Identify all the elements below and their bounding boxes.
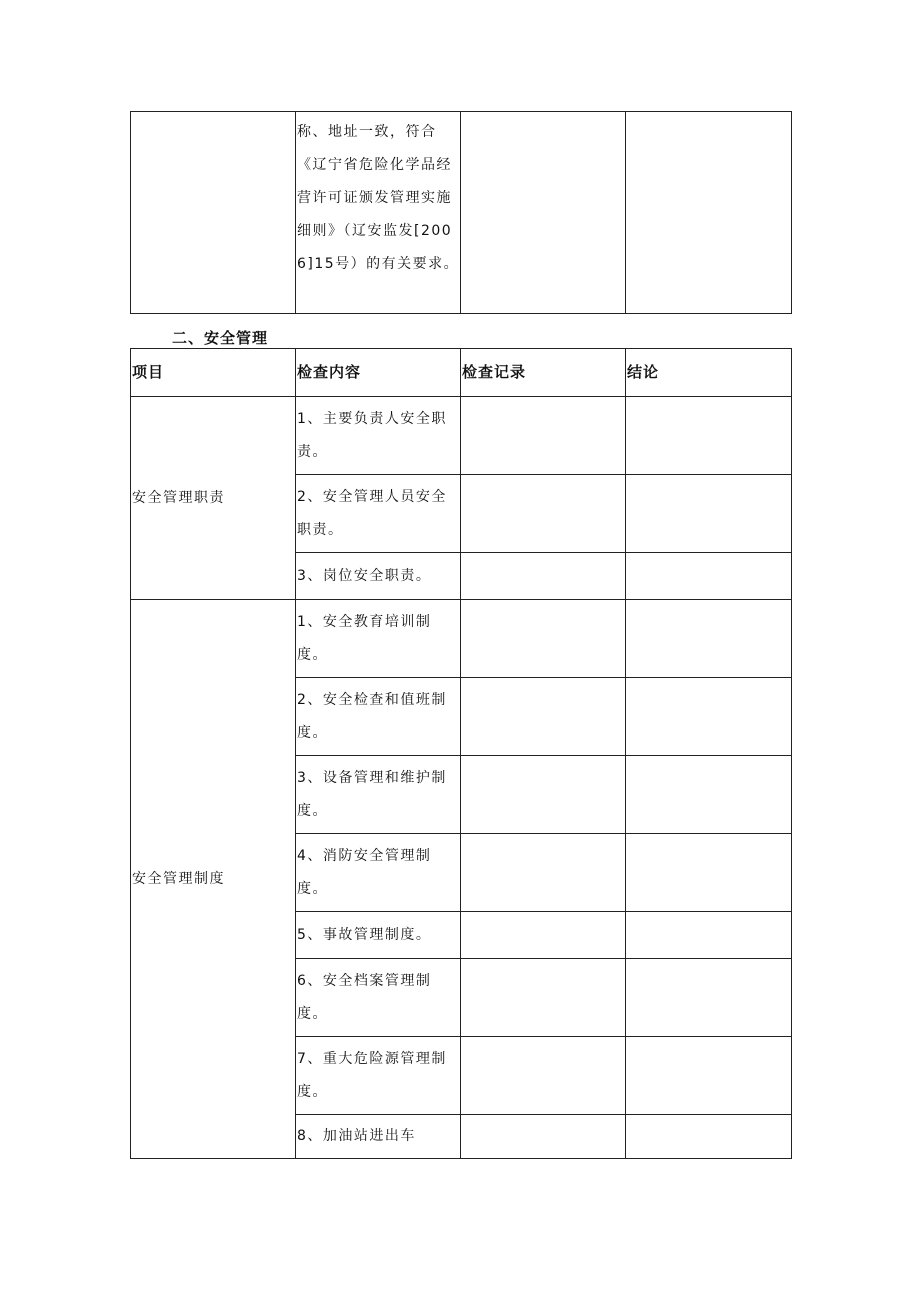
table-row (131, 600, 792, 678)
conclusion-cell (626, 678, 792, 756)
continuation-conclusion-cell (626, 112, 792, 314)
header-project: 项目 (131, 349, 296, 397)
conclusion-cell (626, 1037, 792, 1115)
content-cell: 3、岗位安全职责。 (296, 553, 461, 600)
content-cell: 7、重大危险源管理制度。 (296, 1037, 461, 1115)
record-cell (461, 600, 626, 678)
continuation-content-cell (296, 112, 461, 314)
record-cell (461, 475, 626, 553)
conclusion-cell (626, 475, 792, 553)
conclusion-cell (626, 959, 792, 1037)
table-header-row (131, 349, 792, 397)
record-cell (461, 834, 626, 912)
content-cell: 4、消防安全管理制度。 (296, 834, 461, 912)
content-cell: 6、安全档案管理制度。 (296, 959, 461, 1037)
conclusion-cell (626, 834, 792, 912)
continuation-project-cell (131, 112, 296, 314)
continuation-record-cell (461, 112, 626, 314)
record-cell (461, 1115, 626, 1159)
conclusion-cell (626, 553, 792, 600)
content-cell: 1、主要负责人安全职责。 (296, 397, 461, 475)
record-cell (461, 959, 626, 1037)
content-cell: 2、安全检查和值班制度。 (296, 678, 461, 756)
record-cell (461, 1037, 626, 1115)
conclusion-cell (626, 1115, 792, 1159)
inspection-table (130, 348, 792, 1159)
table-row (131, 397, 792, 475)
conclusion-cell (626, 600, 792, 678)
header-record: 检查记录 (461, 349, 626, 397)
conclusion-cell (626, 756, 792, 834)
conclusion-cell (626, 397, 792, 475)
record-cell (461, 678, 626, 756)
record-cell (461, 397, 626, 475)
record-cell (461, 553, 626, 600)
conclusion-cell (626, 912, 792, 959)
content-cell: 5、事故管理制度。 (296, 912, 461, 959)
content-cell: 1、安全教育培训制度。 (296, 600, 461, 678)
continuation-content-text: 称、地址一致，符合《辽宁省危险化学品经营许可证颁发管理实施细则》（辽安监发[2006]15号）的有关要求。 (297, 124, 460, 272)
record-cell (461, 912, 626, 959)
continuation-table (130, 111, 792, 314)
header-conclusion: 结论 (626, 349, 792, 397)
content-cell: 2、安全管理人员安全职责。 (296, 475, 461, 553)
record-cell (461, 756, 626, 834)
group-project-cell: 安全管理制度 (131, 600, 296, 1159)
header-content: 检查内容 (296, 349, 461, 397)
group-project-cell: 安全管理职责 (131, 397, 296, 600)
content-cell: 3、设备管理和维护制度。 (296, 756, 461, 834)
content-cell: 8、加油站进出车 (296, 1115, 461, 1159)
section-title: 二、安全管理 (172, 329, 269, 347)
